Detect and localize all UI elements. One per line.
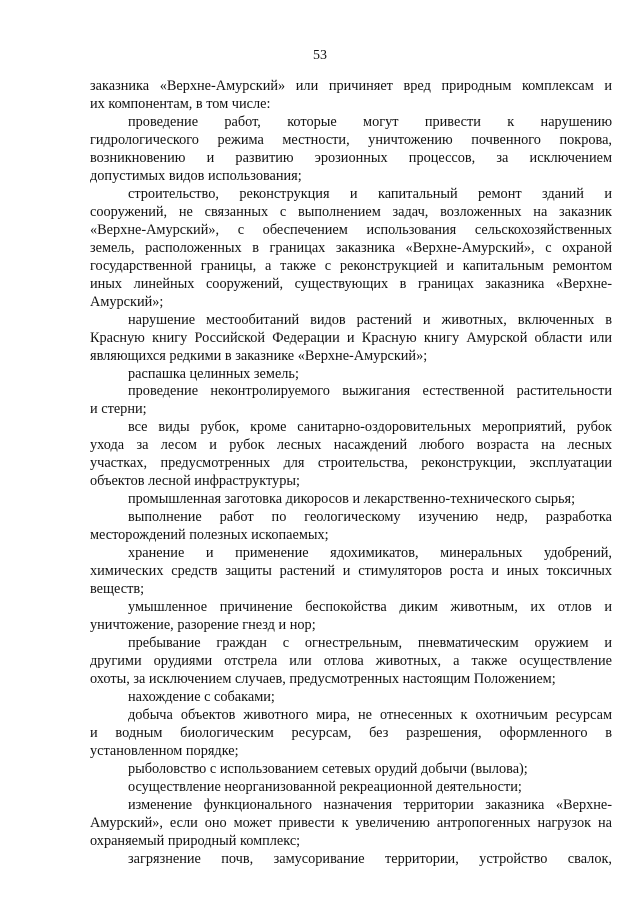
text-line: земель, расположенных в границах заказника «Верхне-Амурский», с охраной [90,239,612,256]
text-line: месторождений полезных ископаемых; [90,527,329,544]
text-line: и стерни; [90,401,147,418]
text-line: изменение функционального назначения территории заказника «Верхне- [128,796,612,813]
text-line: участках, предусмотренных для строительства, реконструкции, эксплуатации [90,455,612,472]
text-line: «Верхне-Амурский», с обеспечением использования сельскохозяйственных [90,221,612,238]
text-line: проведение работ, которые могут привести к нарушению [128,113,612,130]
text-line: государственной границы, а также с реконструкцией и капитальным ремонтом [90,257,612,274]
text-line: веществ; [90,581,145,598]
text-line: другими орудиями отстрела или отлова животных, а также осуществление [90,653,612,669]
text-line: объектов лесной инфраструктуры; [90,473,300,490]
text-line: иных линейных сооружений, существующих в границах заказника «Верхне- [90,275,612,292]
text-line: проведение неконтролируемого выжигания естественной растительности [128,383,612,400]
text-line: осуществление неорганизованной рекреационной деятельности; [128,778,522,795]
text-line: хранение и применение ядохимикатов, минеральных удобрений, [128,545,612,562]
text-line: выполнение работ по геологическому изучению недр, разработка [128,509,612,526]
text-line: пребывание граждан с огнестрельным, пневматическим оружием и [128,635,612,652]
text-line: загрязнение почв, замусоривание территории, устройство свалок, [128,850,612,867]
text-line: охоты, за исключением случаев, предусмотренных настоящим Положением; [90,670,556,687]
page-number: 53 [313,48,327,63]
text-line: установленном порядке; [90,742,239,759]
text-line: их компонентам, в том числе: [90,95,271,112]
text-line: Амурский», если оно может привести к увеличению антропогенных нагрузок на [90,814,612,831]
text-line: сооружений, не связанных с выполнением задач, возложенных на заказник [90,203,612,220]
text-line: нарушение местообитаний видов растений и животных, включенных в [128,311,612,328]
text-line: нахождение с собаками; [128,688,275,705]
text-line: все виды рубок, кроме санитарно-оздоровительных мероприятий, рубок [128,419,612,436]
text-line: охраняемый природный комплекс; [90,832,301,849]
text-line: распашка целинных земель; [128,365,299,382]
text-line: ухода за лесом и рубок лесных насаждений любого возраста на лесных [90,437,612,454]
text-line: и водным биологическим ресурсам, без разрешения, оформленного в [90,724,612,741]
text-line: являющихся редкими в заказнике «Верхне-Амурский»; [90,347,428,364]
text-line: промышленная заготовка дикоросов и лекарственно-технического сырья; [128,491,576,508]
text-line: строительство, реконструкция и капитальный ремонт зданий и [128,185,612,202]
text-line: Красную книгу Российской Федерации и Красную книгу Амурской области или [90,329,612,346]
text-line: уничтожение, разорение гнезд и нор; [90,617,316,634]
text-line: Амурский»; [90,293,164,310]
text-line: гидрологического режима местности, уничтожению почвенного покрова, [90,131,612,148]
text-line: возникновению и развитию эрозионных процессов, за исключением [90,149,612,166]
text-line: заказника «Верхне-Амурский» или причиняет вред природным комплексам и [90,78,612,94]
body-text [90,78,612,869]
text-line: добыча объектов животного мира, не отнесенных к охотничьим ресурсам [128,706,612,723]
text-line: допустимых видов использования; [90,167,302,184]
text-line: химических средств защиты растений и стимуляторов роста и иных токсичных [90,563,612,580]
text-line: рыболовство с использованием сетевых орудий добычи (вылова); [128,760,528,777]
text-line: умышленное причинение беспокойства диким животным, их отлов и [128,599,612,616]
